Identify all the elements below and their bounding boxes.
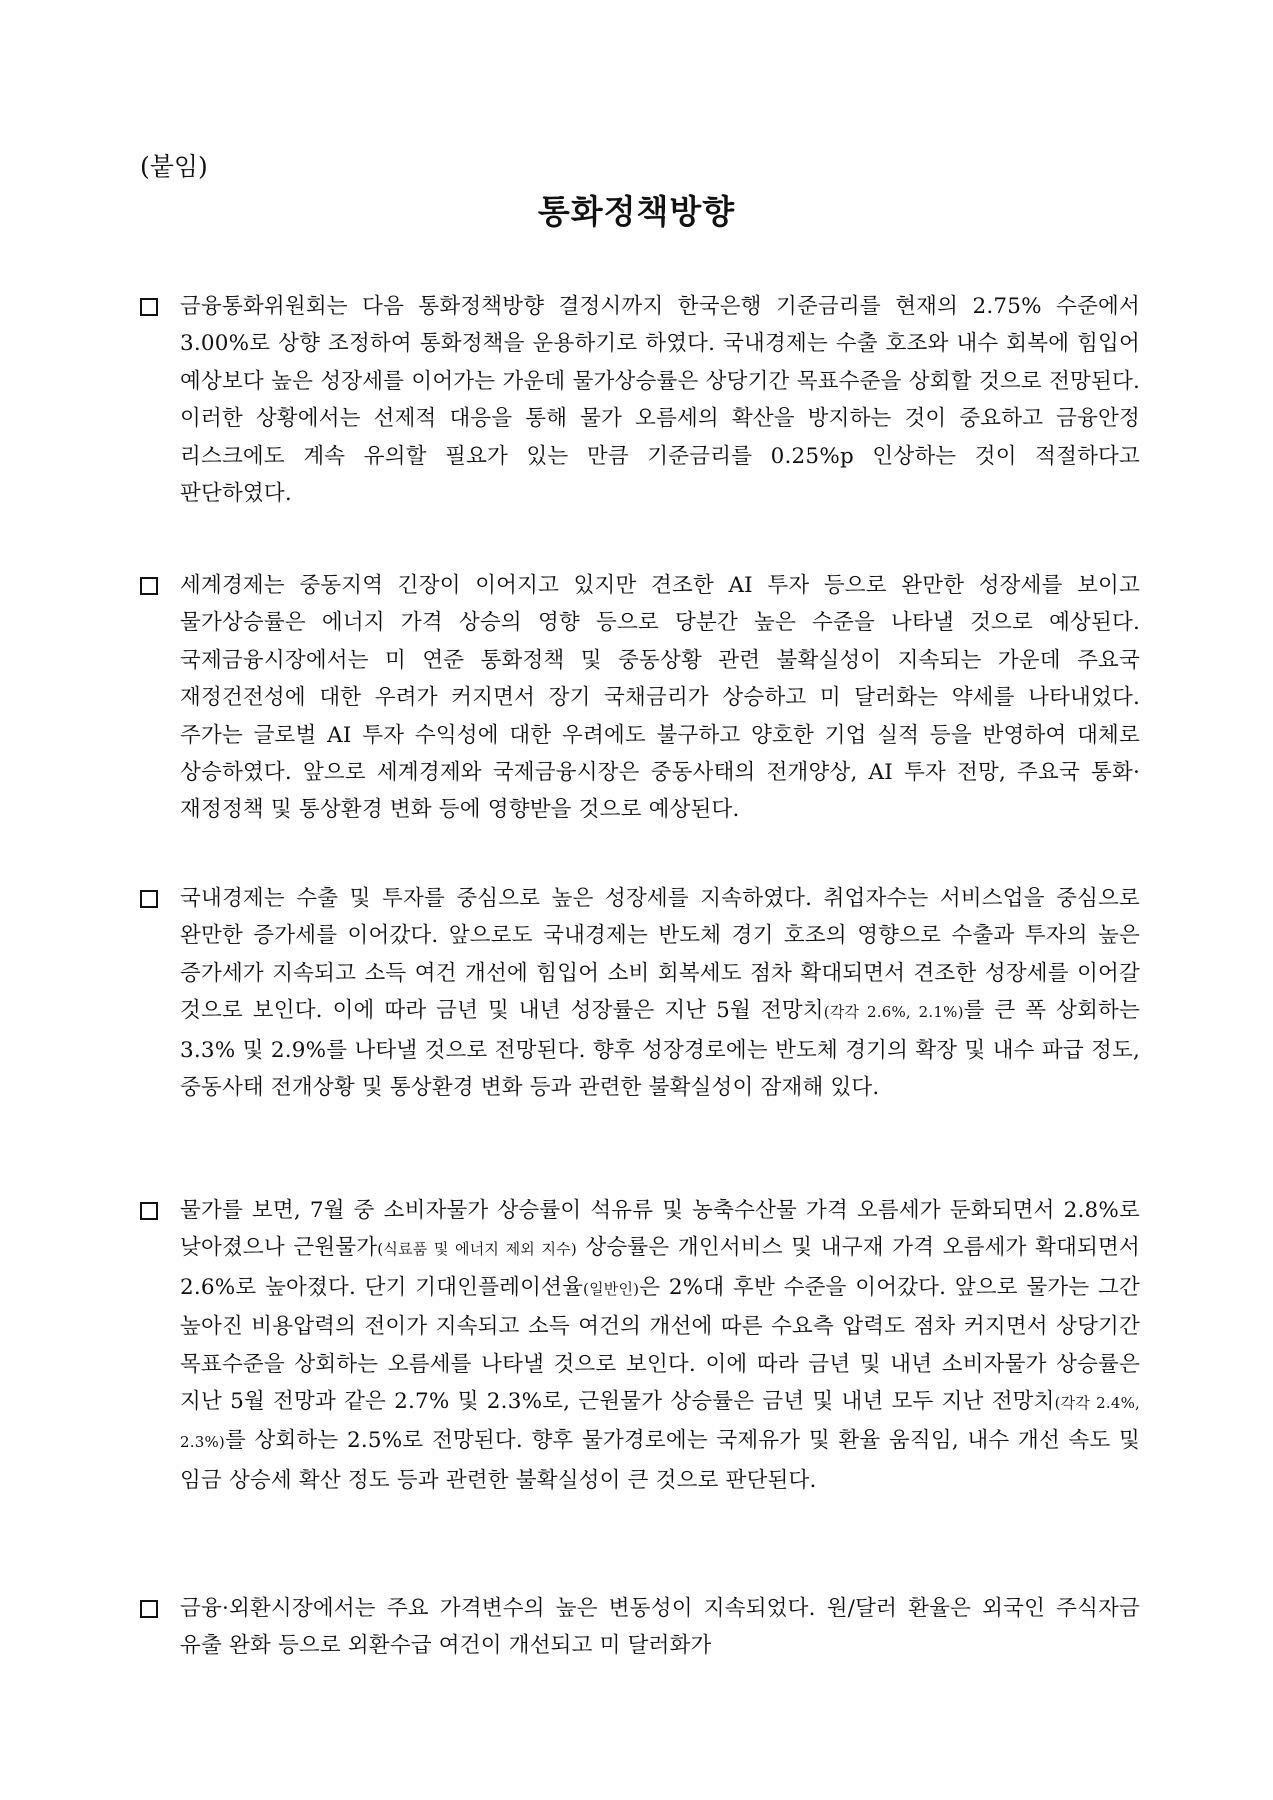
- paragraph: [180, 1192, 1140, 1499]
- text-run-small: (식료품 및 에너지 제외 지수): [377, 1240, 577, 1259]
- text-run: 국내경제는 수출 및 투자를 중심으로 높은 성장세를 지속하였다. 취업자수는 서비스업을 중심으로 완만한 증가세를 이어갔다. 앞으로도 국내경제는 반도체 경기 호조의 영향으로 수출과 투자의 높은 증가세가 지속되고 소득 여건 개선에 힘입어 소비 회복세도 점차 확대되면서 견조한 성장세를 이어갈 것으로 보인다. 이에 따라 금년 및 내년 성장률은 지난 5월 전망치: [180, 886, 1140, 1024]
- text-run: 를 큰 폭 상회하는 3.3% 및 2.9%를 나타낼 것으로 전망된다. 향후 성장경로에는 반도체 경기의 확장 및 내수 파급 정도, 중동사태 전개상황 및 통상환경 변화 등과 관련한 불확실성이 잠재해 있다.: [180, 998, 1140, 1101]
- text-run-small: (각각 2.4%, 2.3%): [180, 1394, 1140, 1452]
- paragraph: [180, 288, 1140, 512]
- text-run-small: (일반인): [583, 1279, 640, 1298]
- text-run: 금융·외환시장에서는 주요 가격변수의 높은 변동성이 지속되었다. 원/달러 환율은 외국인 주식자금 유출 완화 등으로 외환수급 여건이 개선되고 미 달러화가: [180, 1596, 1140, 1659]
- text-run: 물가를 보면, 7월 중 소비자물가 상승률이 석유류 및 농축수산물 가격 오름세가 둔화되면서 2.8%로 낮아졌으나 근원물가: [180, 1198, 1140, 1261]
- checkbox-bullet-icon: [140, 1202, 158, 1220]
- document-title: 통화정책방향: [537, 192, 736, 231]
- checkbox-bullet-icon: [140, 890, 158, 908]
- text-run: 금융통화위원회는 다음 통화정책방향 결정시까지 한국은행 기준금리를 현재의 2.75% 수준에서 3.00%로 상향 조정하여 통화정책을 운용하기로 하였다. 국내경제는 수출 호조와 내수 회복에 힘입어 예상보다 높은 성장세를 이어가는 가운데 물가상승률은 상당기간 목표수준을 상회할 것으로 전망된다. 이러한 상황에서는 선제적 대응을 통해 물가 오름세의 확산을 방지하는 것이 중요하고 금융안정 리스크에도 계속 유의할 필요가 있는 만큼 기준금리를 0.25%p 인상하는 것이 적절하다고 판단하였다.: [180, 294, 1140, 507]
- attachment-label: (붙임): [140, 152, 208, 181]
- checkbox-bullet-icon: [140, 577, 158, 595]
- text-run-small: (각각 2.6%, 2.1%): [823, 1003, 964, 1022]
- checkbox-bullet-icon: [140, 298, 158, 316]
- text-run: 를 상회하는 2.5%로 전망된다. 향후 물가경로에는 국제유가 및 환율 움직임, 내수 개선 속도 및 임금 상승세 확산 정도 등과 관련한 불확실성이 큰 것으로 판단된다.: [180, 1428, 1140, 1493]
- checkbox-bullet-icon: [140, 1600, 158, 1618]
- text-run: 세계경제는 중동지역 긴장이 이어지고 있지만 견조한 AI 투자 등으로 완만한 성장세를 보이고 물가상승률은 에너지 가격 상승의 영향 등으로 당분간 높은 수준을 나타낼 것으로 예상된다. 국제금융시장에서는 미 연준 통화정책 및 중동상황 관련 불확실성이 지속되는 가운데 주요국 재정건전성에 대한 우려가 커지면서 장기 국채금리가 상승하고 미 달러화는 약세를 나타내었다. 주가는 글로벌 AI 투자 수익성에 대한 우려에도 불구하고 양호한 기업 실적 등을 반영하여 대체로 상승하였다. 앞으로 세계경제와 국제금융시장은 중동사태의 전개양상, AI 투자 전망, 주요국 통화·재정정책 및 통상환경 변화 등에 영향받을 것으로 예상된다.: [180, 573, 1140, 823]
- text-run: 은 2%대 후반 수준을 이어갔다. 앞으로 물가는 그간 높아진 비용압력의 전이가 지속되고 소득 여건의 개선에 따른 수요측 압력도 점차 커지면서 상당기간 목표수준을 상회하는 오름세를 나타낼 것으로 보인다. 이에 따라 금년 및 내년 소비자물가 상승률은 지난 5월 전망과 같은 2.7% 및 2.3%로, 근원물가 상승률은 금년 및 내년 모두 지난 전망치: [180, 1274, 1140, 1415]
- text-run: 상승률은 개인서비스 및 내구재 가격 오름세가 확대되면서 2.6%로 높아졌다. 단기 기대인플레이션율: [180, 1235, 1140, 1300]
- paragraph: [180, 1590, 1140, 1665]
- paragraph: [180, 567, 1140, 829]
- paragraph: [180, 880, 1140, 1106]
